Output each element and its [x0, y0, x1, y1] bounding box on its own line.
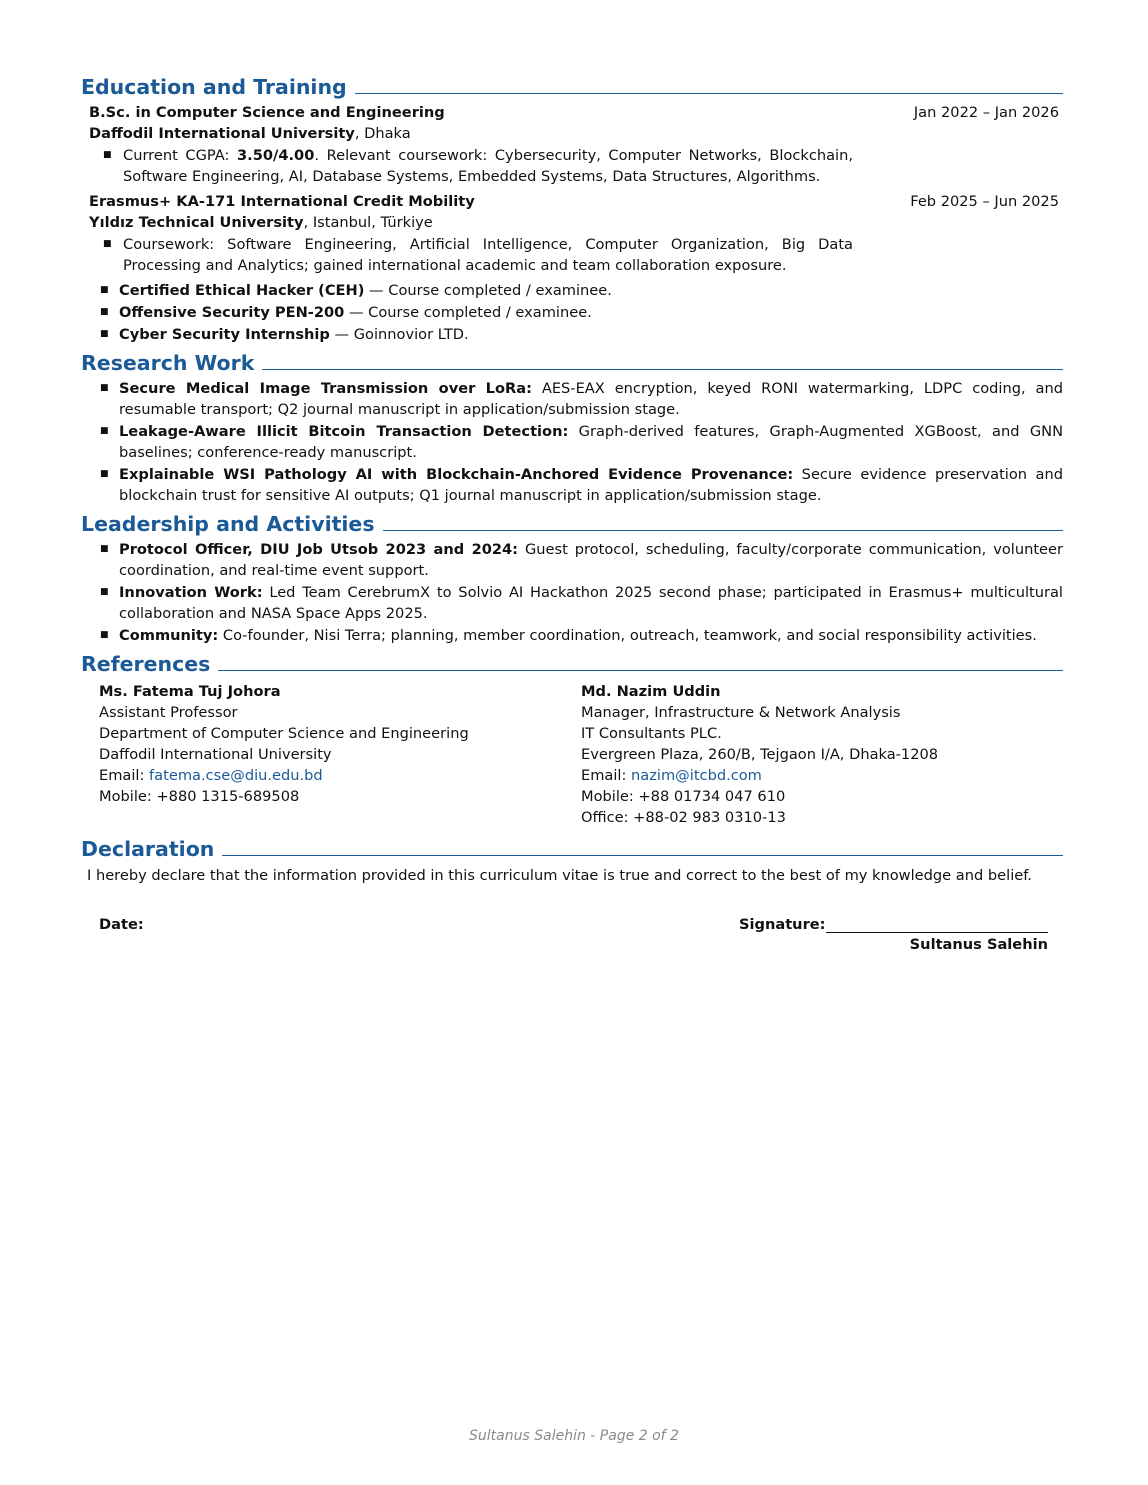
reference-name: Ms. Fatema Tuj Johora: [99, 683, 281, 700]
reference-line: Evergreen Plaza, 260/B, Tejgaon I/A, Dhaka-1208: [581, 746, 939, 763]
references-columns: [81, 681, 1063, 828]
references-header: [81, 647, 1063, 677]
reference-line: Manager, Infrastructure & Network Analysis: [581, 704, 901, 721]
declaration-section: [81, 832, 1063, 974]
reference-email-row: [581, 765, 1063, 786]
square-bullet-icon: ■: [100, 329, 109, 339]
section-rule: [218, 670, 1063, 671]
list-item: [100, 625, 1063, 646]
institution-location: , Dhaka: [354, 125, 411, 142]
activity-title: Community:: [119, 627, 219, 644]
degree-dates: Feb 2025 – Jun 2025: [910, 193, 1059, 210]
list-item: [100, 464, 1063, 506]
cgpa-value: 3.50/4.00: [237, 147, 315, 164]
square-bullet-icon: ■: [103, 150, 112, 160]
reference-email-row: [99, 765, 581, 786]
reference-line: Daffodil International University: [99, 746, 332, 763]
declaration-text: I hereby declare that the information provided in this curriculum vitae is true and correct to the best of my knowledge and belief.: [87, 867, 1032, 884]
square-bullet-icon: ■: [100, 469, 109, 479]
activity-title: Innovation Work:: [119, 584, 263, 601]
cert-detail: — Course completed / examinee.: [344, 304, 592, 321]
research-detail: AES-EAX encryption, keyed RONI watermarking, LDPC coding, and resumable transport; Q2 journal manuscript in application/submission stage.: [119, 380, 1063, 418]
date-label: Date:: [99, 916, 144, 933]
list-item: [100, 280, 1063, 301]
bullet-text: . Relevant coursework: Cybersecurity, Computer Networks, Blockchain, Software Engineering, AI, Database Systems, Embedded Systems, Data Structures, Algorithms.: [123, 147, 853, 185]
section-rule: [355, 93, 1063, 94]
institution-name: Daffodil International University: [89, 125, 355, 142]
square-bullet-icon: ■: [100, 426, 109, 436]
page-footer: Sultanus Salehin - Page 2 of 2: [469, 1428, 679, 1444]
education-header: [81, 70, 1063, 100]
list-item: [100, 378, 1063, 420]
reference-card: [581, 681, 1063, 828]
certifications-list: [81, 280, 1063, 345]
degree-title: B.Sc. in Computer Science and Engineering: [89, 104, 445, 121]
square-bullet-icon: ■: [100, 630, 109, 640]
reference-line: Mobile: +88 01734 047 610: [581, 788, 786, 805]
research-list: [81, 378, 1063, 506]
reference-card: [99, 681, 581, 828]
cv-page: [81, 70, 1063, 974]
reference-name: Md. Nazim Uddin: [581, 683, 721, 700]
email-label: Email:: [99, 767, 150, 784]
education-entry-bsc: [81, 102, 1063, 187]
activity-detail: Co-founder, Nisi Terra; planning, member coordination, outreach, teamwork, and social responsibility activities.: [218, 627, 1037, 644]
reference-email-link[interactable]: fatema.cse@diu.edu.bd: [149, 767, 323, 784]
education-section: [81, 70, 1063, 345]
research-title-text: Secure Medical Image Transmission over LoRa:: [119, 380, 532, 397]
degree-dates: Jan 2022 – Jan 2026: [913, 104, 1059, 121]
email-label: Email:: [581, 767, 632, 784]
declaration-header: [81, 832, 1063, 862]
leadership-section: [81, 507, 1063, 646]
activity-title: Protocol Officer, DIU Job Utsob 2023 and 2024:: [119, 541, 519, 558]
list-item: [103, 145, 853, 187]
square-bullet-icon: ■: [100, 285, 109, 295]
list-item: [100, 324, 1063, 345]
signature-label: Signature:: [739, 916, 826, 933]
education-details: [89, 234, 853, 276]
signature-name: Sultanus Salehin: [909, 936, 1048, 953]
cert-name: Offensive Security PEN-200: [119, 304, 345, 321]
bullet-text: Current CGPA:: [123, 147, 238, 164]
reference-line: IT Consultants PLC.: [581, 725, 722, 742]
signature-block: [81, 914, 1063, 974]
list-item: [100, 582, 1063, 624]
list-item: [100, 421, 1063, 463]
square-bullet-icon: ■: [100, 587, 109, 597]
square-bullet-icon: ■: [103, 239, 112, 249]
research-section: [81, 346, 1063, 506]
list-item: [103, 234, 853, 276]
cert-detail: — Goinnovior LTD.: [329, 326, 469, 343]
reference-email-link[interactable]: nazim@itcbd.com: [631, 767, 762, 784]
research-detail: Secure evidence preservation and blockchain trust for sensitive AI outputs; Q1 journal manuscript in application/submission stage.: [119, 466, 1063, 504]
reference-line: Office: +88-02 983 0310-13: [581, 809, 786, 826]
education-entry-erasmus: [81, 191, 1063, 276]
research-title-text: Explainable WSI Pathology AI with Blockchain-Anchored Evidence Provenance:: [119, 466, 794, 483]
square-bullet-icon: ■: [100, 307, 109, 317]
research-title-text: Leakage-Aware Illicit Bitcoin Transaction Detection:: [119, 423, 569, 440]
square-bullet-icon: ■: [100, 544, 109, 554]
leadership-list: [81, 539, 1063, 646]
list-item: [100, 302, 1063, 323]
institution-name: Yıldız Technical University: [89, 214, 304, 231]
cert-name: Cyber Security Internship: [119, 326, 330, 343]
cert-detail: — Course completed / examinee.: [364, 282, 612, 299]
signature-line: [826, 932, 1048, 933]
degree-title: Erasmus+ KA-171 International Credit Mobility: [89, 193, 475, 210]
cert-name: Certified Ethical Hacker (CEH): [119, 282, 365, 299]
references-section: [81, 647, 1063, 828]
leadership-header: [81, 507, 1063, 537]
research-detail: Graph-derived features, Graph-Augmented XGBoost, and GNN baselines; conference-ready manuscript.: [119, 423, 1063, 461]
reference-line: Mobile: +880 1315-689508: [99, 788, 300, 805]
activity-detail: Guest protocol, scheduling, faculty/corporate communication, volunteer coordination, and real-time event support.: [119, 541, 1064, 579]
reference-line: Department of Computer Science and Engineering: [99, 725, 469, 742]
research-header: [81, 346, 1063, 376]
research-title: Research Work: [81, 351, 255, 375]
education-details: [89, 145, 853, 187]
institution-location: , Istanbul, Türkiye: [303, 214, 433, 231]
reference-line: Assistant Professor: [99, 704, 238, 721]
education-title: Education and Training: [81, 75, 347, 99]
bullet-text: Coursework: Software Engineering, Artificial Intelligence, Computer Organization, Big Data Processing and Analytics; gained international academic and team collaboration exposure.: [123, 236, 853, 274]
activity-detail: Led Team CerebrumX to Solvio AI Hackathon 2025 second phase; participated in Erasmus+ multicultural collaboration and NASA Space Apps 2025.: [119, 584, 1063, 622]
leadership-title: Leadership and Activities: [81, 512, 375, 536]
section-rule: [262, 369, 1063, 370]
square-bullet-icon: ■: [100, 383, 109, 393]
declaration-title: Declaration: [81, 837, 215, 861]
section-rule: [383, 530, 1063, 531]
list-item: [100, 539, 1064, 581]
references-title: References: [81, 652, 211, 676]
section-rule: [222, 855, 1063, 856]
